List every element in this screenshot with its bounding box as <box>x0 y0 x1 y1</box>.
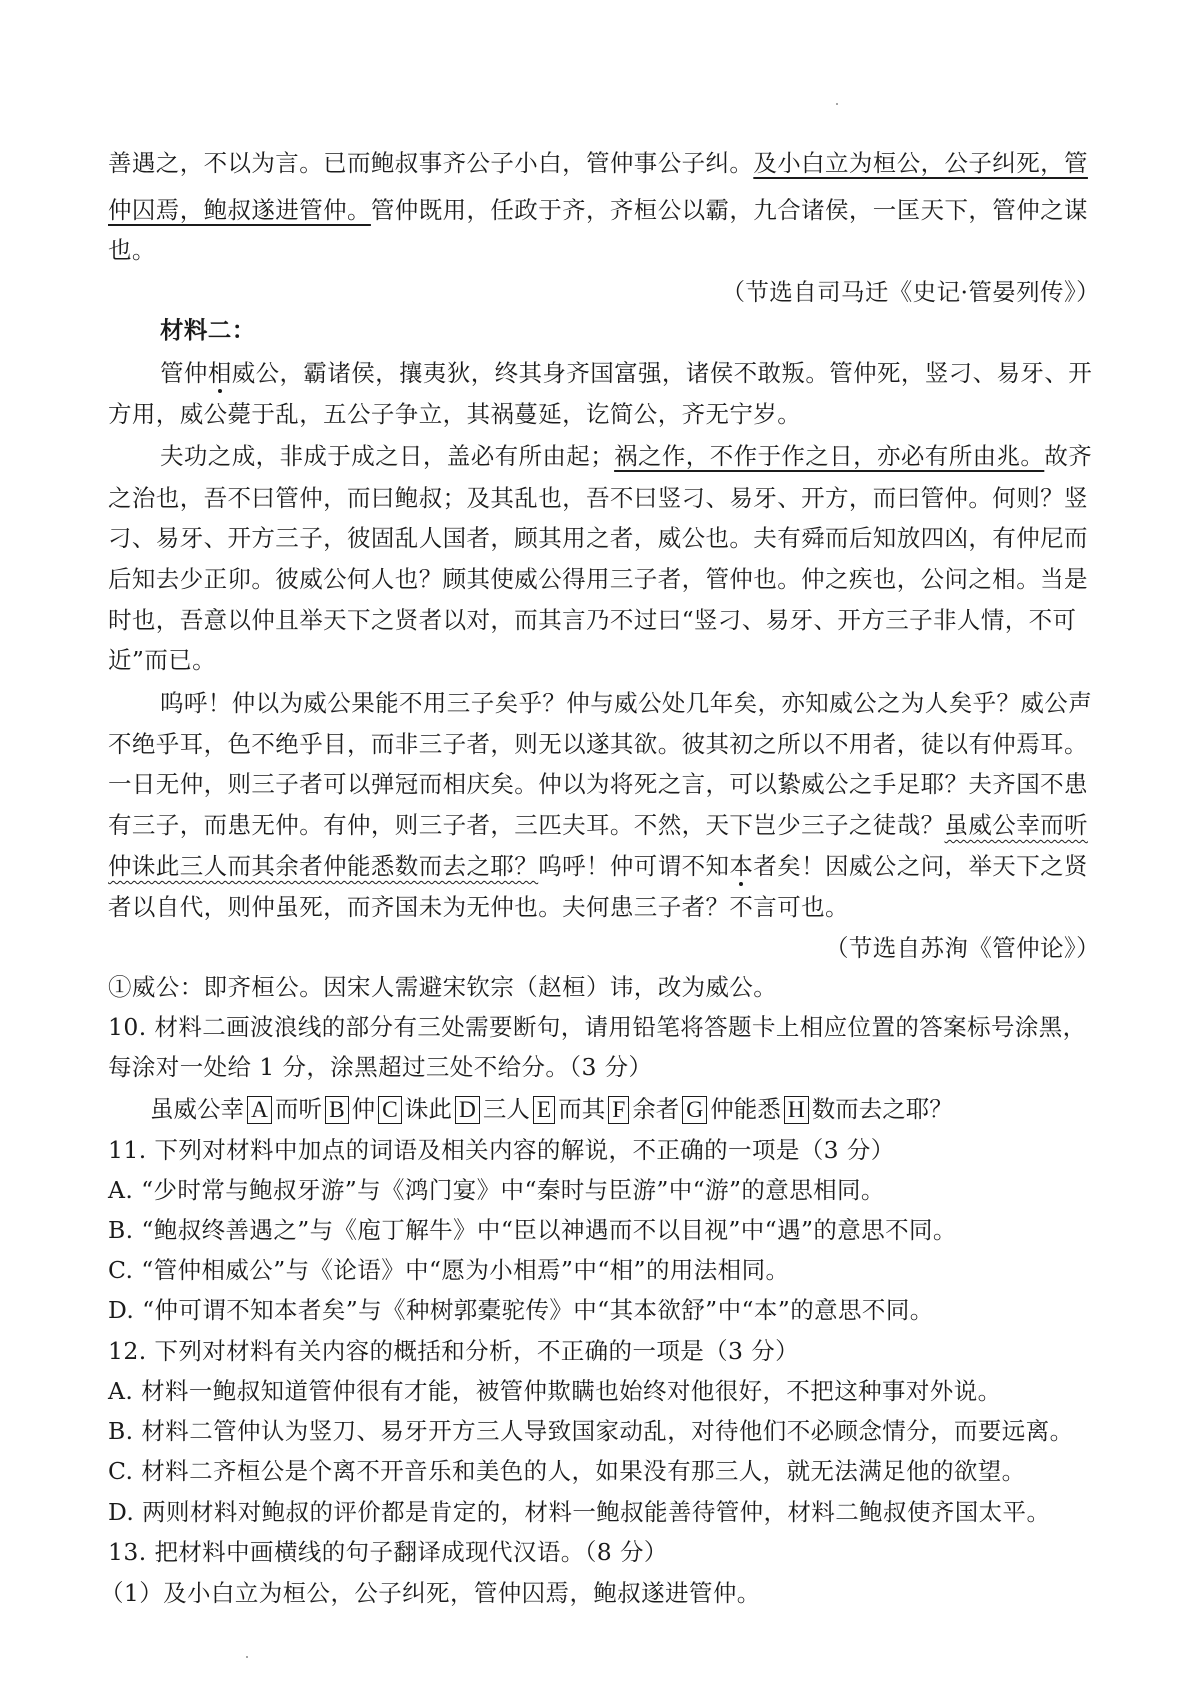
segment: 虽威公幸 <box>150 1095 244 1123</box>
text-span: 管仲 <box>160 359 208 387</box>
text-span: 威公，霸诸侯，攘夷狄，终其身齐国富强，诸侯不敢叛。管仲死，竖刁、易牙、开 <box>231 359 1093 387</box>
material2-p3-line-4 <box>108 808 1108 842</box>
q12-option-d: D. 两则材料对鲍叔的评价都是肯定的，材料一鲍叔能善待管仲，材料二鲍叔使齐国太平。 <box>108 1498 1051 1526</box>
text-span: 善遇之，不以为言。已而鲍叔事齐公子小白，管仲事公子纠。 <box>108 149 754 177</box>
material2-p3-line-2: 不绝乎耳，色不绝乎目，而非三子者，则无以遂其欲。彼其初之所以不用者，徒以有仲焉耳。 <box>108 730 1088 758</box>
material1-source: （节选自司马迁《史记·管晏列传》） <box>721 278 1100 306</box>
break-option-h[interactable]: H <box>784 1096 809 1124</box>
q10-stem-line-1: 10. 材料二画波浪线的部分有三处需要断句，请用铅笔将答题卡上相应位置的答案标号涂黑， <box>108 1013 1087 1041</box>
q11-stem: 11. 下列对材料中加点的词语及相关内容的解说，不正确的一项是（3 分） <box>108 1136 895 1164</box>
text-span: 故齐 <box>1044 442 1093 470</box>
material2-p3-line-5 <box>108 849 1108 883</box>
segment: 诛此 <box>404 1095 452 1123</box>
dotted-word: 本 <box>729 852 754 880</box>
segment: 仲能悉 <box>710 1095 781 1123</box>
segment: 余者 <box>632 1095 680 1123</box>
material2-p1-line-1 <box>160 356 1160 390</box>
break-option-c[interactable]: C <box>378 1096 402 1124</box>
material2-p2-line-6: 近”而已。 <box>108 646 217 674</box>
material1-line-2 <box>108 193 1108 227</box>
break-option-d[interactable]: D <box>455 1096 480 1124</box>
break-option-e[interactable]: E <box>533 1096 555 1124</box>
break-option-a[interactable]: A <box>247 1096 272 1124</box>
underlined-sentence: 祸之作，不作于作之日，亦必有所由兆。 <box>614 442 1045 470</box>
material2-p3-line-6: 者以自代，则仲虽死，而齐国未为无仲也。夫何患三子者？不言可也。 <box>108 893 849 921</box>
text-span: 有三子，而患无仲。有仲，则三子者，三匹夫耳。不然，天下岂少三子之徒哉？ <box>108 811 945 839</box>
segment: 而听 <box>274 1095 322 1123</box>
segment: 三人 <box>482 1095 530 1123</box>
material2-source: （节选自苏洵《管仲论》） <box>824 934 1100 962</box>
material2-p1-line-2: 方用，威公薨于乱，五公子争立，其祸蔓延，讫简公，齐无宁岁。 <box>108 400 802 428</box>
wavy-underlined-text: 虽威公幸而听 <box>944 811 1088 839</box>
break-option-b[interactable]: B <box>325 1096 349 1124</box>
q13-sentence-1: （1）及小白立为桓公，公子纠死，管仲囚焉，鲍叔遂进管仲。 <box>100 1579 761 1607</box>
q11-option-c: C. “管仲相威公”与《论语》中“愿为小相焉”中“相”的用法相同。 <box>108 1256 790 1284</box>
material2-p2-line-1 <box>160 439 1160 473</box>
text-span: 呜呼！仲可谓不知 <box>538 852 730 880</box>
break-option-g[interactable]: G <box>682 1096 707 1124</box>
material1-line-1 <box>108 146 1108 180</box>
material1-line-3: 也。 <box>108 236 156 264</box>
q11-option-b: B. “鲍叔终善遇之”与《庖丁解牛》中“臣以神遇而不以目视”中“遇”的意思不同。 <box>108 1216 957 1244</box>
scan-speck <box>246 1656 248 1658</box>
material2-p3-line-1: 呜呼！仲以为威公果能不用三子矣乎？仲与威公处几年矣，亦知威公之为人矣乎？威公声 <box>160 689 1093 717</box>
segment: 数而去之耶？ <box>811 1095 953 1123</box>
q10-sentence-with-boxes <box>150 1092 953 1126</box>
material2-p2-line-4: 后知去少正卯。彼威公何人也？顾其使威公得用三子者，管仲也。仲之疾也，公问之相。当是 <box>108 565 1088 593</box>
q12-stem: 12. 下列对材料有关内容的概括和分析，不正确的一项是（3 分） <box>108 1337 800 1365</box>
segment: 而其 <box>558 1095 606 1123</box>
text-span: 夫功之成，非成于成之日，盖必有所由起； <box>160 442 615 470</box>
q11-option-a: A. “少时常与鲍叔牙游”与《鸿门宴》中“秦时与臣游”中“游”的意思相同。 <box>108 1176 885 1204</box>
material2-p3-line-3: 一日无仲，则三子者可以弹冠而相庆矣。仲以为将死之言，可以絷威公之手足耶？夫齐国不患 <box>108 770 1088 798</box>
footnote: ①威公：即齐桓公。因宋人需避宋钦宗（赵桓）讳，改为威公。 <box>108 973 778 1001</box>
break-option-f[interactable]: F <box>608 1096 629 1124</box>
wavy-underlined-text: 仲诛此三人而其余者仲能悉数而去之耶？ <box>108 852 539 880</box>
q12-option-b: B. 材料二管仲认为竖刀、易牙开方三人导致国家动乱，对待他们不必顾念情分，而要远离。 <box>108 1417 1074 1445</box>
q10-stem-line-2: 每涂对一处给 1 分，涂黑超过三处不给分。（3 分） <box>108 1053 653 1081</box>
underlined-sentence: 仲囚焉，鲍叔遂进管仲。 <box>108 196 371 224</box>
material2-heading: 材料二： <box>160 316 256 344</box>
material2-p2-line-5: 时也，吾意以仲且举天下之贤者以对，而其言乃不过曰“竖刁、易牙、开方三子非人情，不可 <box>108 606 1077 634</box>
material2-p2-line-2: 之治也，吾不曰管仲，而曰鲍叔；及其乱也，吾不曰竖刁、易牙、开方，而曰管仲。何则？竖 <box>108 484 1088 512</box>
dotted-word: 相 <box>207 359 232 387</box>
material2-p2-line-3: 刁、易牙、开方三子，彼固乱人国者，顾其用之者，威公也。夫有舜而后知放四凶，有仲尼而 <box>108 524 1088 552</box>
q11-option-d: D. “仲可谓不知本者矣”与《种树郭橐驼传》中“其本欲舒”中“本”的意思不同。 <box>108 1296 934 1324</box>
q13-stem: 13. 把材料中画横线的句子翻译成现代汉语。（8 分） <box>108 1538 668 1566</box>
scan-speck <box>836 103 838 105</box>
q12-option-a: A. 材料一鲍叔知道管仲很有才能，被管仲欺瞒也始终对他很好，不把这种事对外说。 <box>108 1377 1002 1405</box>
text-span: 管仲既用，任政于齐，齐桓公以霸，九合诸侯，一匡天下，管仲之谋 <box>370 196 1088 224</box>
underlined-sentence: 及小白立为桓公，公子纠死，管 <box>753 149 1088 177</box>
text-span: 者矣！因威公之问，举天下之贤 <box>753 852 1088 880</box>
q12-option-c: C. 材料二齐桓公是个离不开音乐和美色的人，如果没有那三人，就无法满足他的欲望。 <box>108 1457 1026 1485</box>
segment: 仲 <box>351 1095 376 1123</box>
